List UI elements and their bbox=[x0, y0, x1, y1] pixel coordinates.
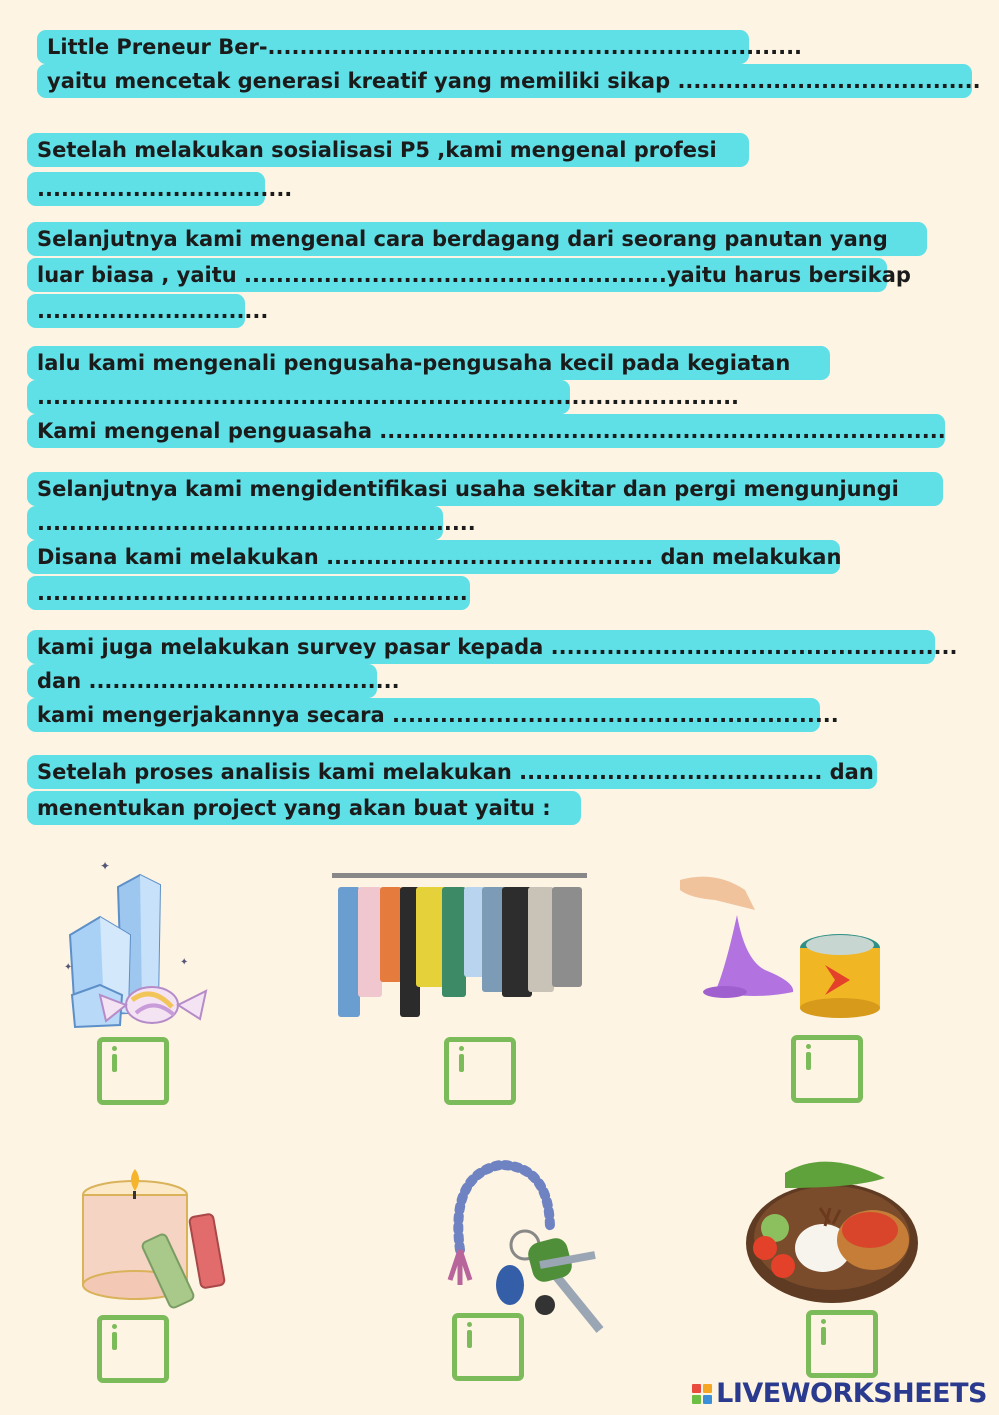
text-line: dan ....................................... bbox=[27, 664, 377, 698]
checkbox-mark bbox=[821, 1319, 826, 1324]
text-line: Little Preneur Ber-................................................................... bbox=[37, 30, 749, 64]
text-line: ...................................................... bbox=[27, 576, 470, 610]
checkbox-mark bbox=[821, 1327, 826, 1345]
project-checkbox[interactable] bbox=[452, 1313, 524, 1381]
checkbox-mark bbox=[459, 1046, 464, 1051]
project-checkbox[interactable] bbox=[444, 1037, 516, 1105]
text-line: Selanjutnya kami mengidentifikasi usaha sekitar dan pergi mengunjungi bbox=[27, 472, 943, 506]
text-line: ....................................................... bbox=[27, 506, 443, 540]
text-line: Disana kami melakukan ......................................... dan melakukan bbox=[27, 540, 840, 574]
slime-icon bbox=[675, 870, 895, 1025]
svg-text:✦: ✦ bbox=[64, 962, 73, 973]
svg-text:✦: ✦ bbox=[180, 957, 189, 968]
text-line: ........................................................................................ bbox=[27, 380, 570, 414]
checkbox-mark bbox=[467, 1330, 472, 1348]
liveworksheets-logo bbox=[692, 1378, 987, 1409]
logo-text: LIVEWORKSHEETS bbox=[716, 1378, 987, 1409]
checkbox-mark bbox=[806, 1052, 811, 1070]
project-checkbox[interactable] bbox=[97, 1315, 169, 1383]
project-checkbox[interactable] bbox=[806, 1310, 878, 1378]
text-line: Selanjutnya kami mengenal cara berdagang dari seorang panutan yang bbox=[27, 222, 927, 256]
text-line: yaitu mencetak generasi kreatif yang memiliki sikap ...................................... bbox=[37, 64, 972, 98]
candle-crayon-icon bbox=[75, 1165, 245, 1315]
checkbox-mark bbox=[112, 1054, 117, 1072]
checkbox-mark bbox=[112, 1046, 117, 1051]
text-line: kami mengerjakannya secara ........................................................ bbox=[27, 698, 820, 732]
text-line: ............................. bbox=[27, 294, 245, 328]
text-line: lalu kami mengenali pengusaha-pengusaha kecil pada kegiatan bbox=[27, 346, 830, 380]
text-line: Kami mengenal penguasaha ....................................................................... bbox=[27, 414, 945, 448]
clothing-rack-icon bbox=[330, 865, 590, 1020]
checkbox-mark bbox=[112, 1332, 117, 1350]
checkbox-mark bbox=[459, 1054, 464, 1072]
svg-text:✦: ✦ bbox=[100, 859, 111, 873]
text-line: luar biasa , yaitu .....................................................yaitu harus bersikap bbox=[27, 258, 887, 292]
checkbox-mark bbox=[467, 1322, 472, 1327]
text-line: kami juga melakukan survey pasar kepada ................................................... bbox=[27, 630, 935, 664]
text-line: Setelah proses analisis kami melakukan ...................................... dan bbox=[27, 755, 877, 789]
text-line: menentukan project yang akan buat yaitu : bbox=[27, 791, 581, 825]
text-line: ................................ bbox=[27, 172, 265, 206]
rice-plate-icon bbox=[745, 1148, 920, 1308]
checkbox-mark bbox=[806, 1044, 811, 1049]
crystal-candy-icon bbox=[60, 855, 210, 1030]
checkbox-mark bbox=[112, 1324, 117, 1329]
project-checkbox[interactable] bbox=[97, 1037, 169, 1105]
logo-mark-icon bbox=[692, 1384, 712, 1404]
project-checkbox[interactable] bbox=[791, 1035, 863, 1103]
text-line: Setelah melakukan sosialisasi P5 ,kami mengenal profesi bbox=[27, 133, 749, 167]
